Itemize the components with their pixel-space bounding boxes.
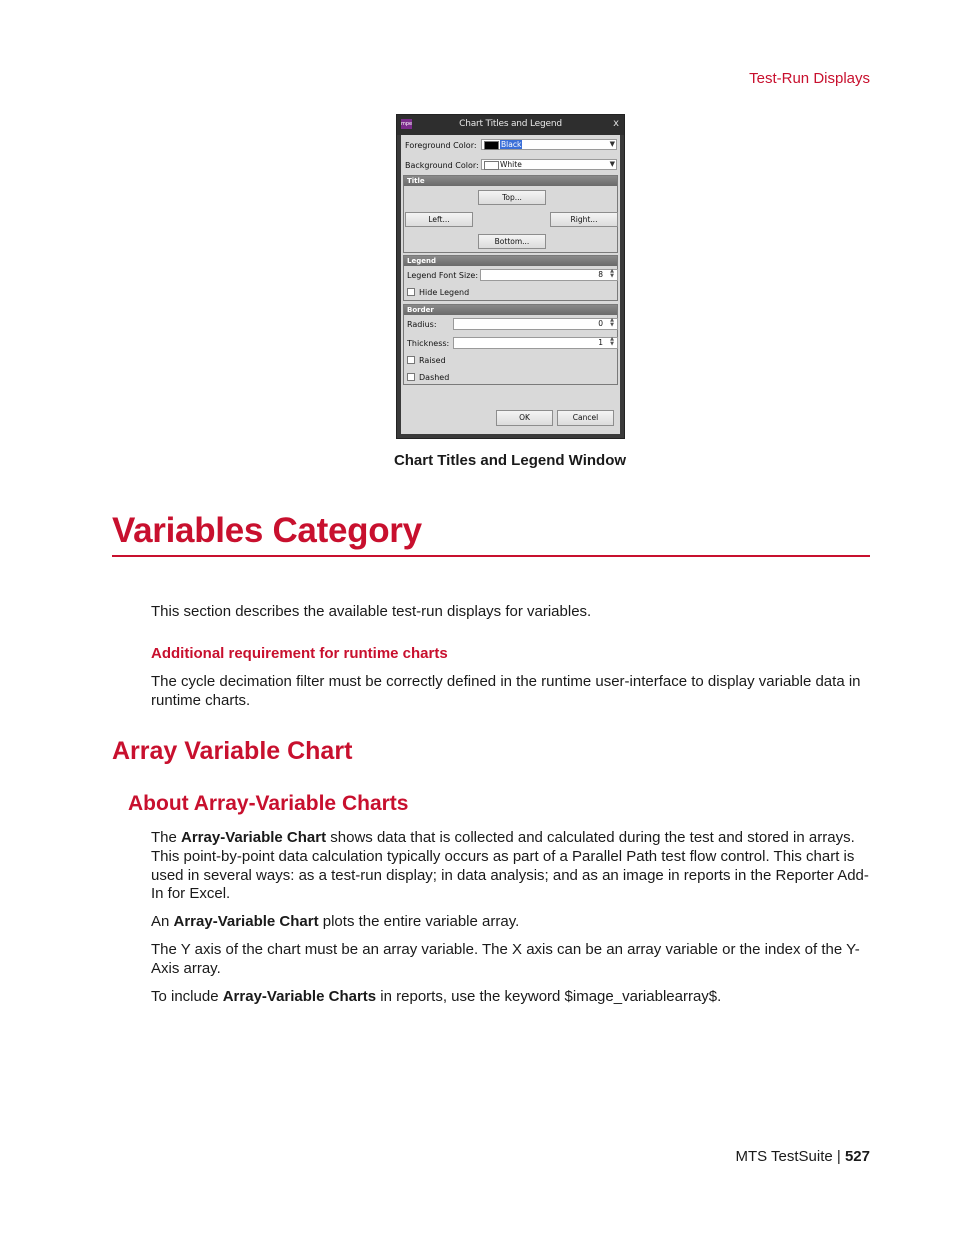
dialog-body [401, 135, 620, 434]
foreground-color-swatch [484, 141, 499, 150]
bold-term: Array-Variable Chart [173, 913, 319, 930]
array-chart-paragraph-2 [151, 913, 871, 932]
page-footer [735, 1148, 870, 1165]
legend-group [403, 255, 618, 301]
stepper-arrows-icon[interactable]: ▲ ▼ [610, 268, 614, 279]
radius-stepper[interactable] [453, 318, 618, 330]
background-color-swatch [484, 161, 499, 170]
section-heading: Variables Category [112, 511, 422, 550]
about-array-charts-heading: About Array-Variable Charts [128, 792, 409, 815]
requirement-subheading: Additional requirement for runtime charts [151, 645, 448, 662]
background-color-label: Background Color: [405, 161, 479, 170]
array-chart-paragraph-3: The Y axis of the chart must be an array variable. The X axis can be an array variable or the index of the Y-Axis array. [151, 941, 860, 977]
legend-group-header: Legend [404, 256, 617, 266]
heading-rule [112, 555, 870, 557]
radius-label: Radius: [407, 320, 437, 329]
array-chart-heading: Array Variable Chart [112, 737, 353, 765]
dialog-title: Chart Titles and Legend [459, 119, 562, 129]
raised-checkbox[interactable] [407, 356, 415, 364]
intro-paragraph: This section describes the available test-run displays for variables. [151, 603, 592, 620]
thickness-stepper[interactable] [453, 337, 618, 349]
dialog-titlebar [397, 115, 624, 135]
hide-legend-checkbox[interactable] [407, 288, 415, 296]
ok-button[interactable]: OK [496, 410, 553, 426]
text-run: An [151, 913, 174, 930]
figure-caption: Chart Titles and Legend Window [393, 452, 627, 469]
title-group-header: Title [404, 176, 617, 186]
legend-font-size-value: 8 [598, 270, 603, 279]
right-button[interactable]: Right... [550, 212, 618, 227]
dashed-checkbox[interactable] [407, 373, 415, 381]
legend-font-size-label: Legend Font Size: [407, 271, 479, 280]
array-chart-paragraph-4 [151, 988, 871, 1007]
thickness-label: Thickness: [407, 339, 450, 348]
foreground-color-value: Black [501, 140, 522, 149]
footer-product: MTS TestSuite | [735, 1148, 845, 1165]
foreground-color-combo[interactable] [481, 139, 617, 150]
array-chart-paragraph-1 [151, 829, 871, 904]
chart-titles-legend-dialog [396, 114, 625, 439]
chevron-down-icon[interactable]: ▼ [609, 160, 615, 168]
radius-value: 0 [598, 319, 603, 328]
hide-legend-label: Hide Legend [419, 288, 470, 297]
close-icon[interactable]: x [613, 118, 619, 129]
raised-label: Raised [419, 356, 446, 365]
page-number: 527 [844, 1148, 870, 1165]
thickness-value: 1 [598, 338, 603, 347]
chevron-down-icon[interactable]: ▼ [609, 140, 615, 148]
app-icon: mpe [401, 121, 413, 127]
top-button[interactable]: Top... [478, 190, 546, 205]
foreground-color-label: Foreground Color: [405, 141, 477, 150]
text-run: shows data that is collected and calculated during the test and stored in arrays. This point-by-point data calculation typically occurs as part of a Parallel Path test flow control. This chart is used in several ways: as a test-run display; in data analysis; and as an image in reports in the Reporter Add-In for Excel. [151, 829, 869, 903]
running-header: Test-Run Displays [749, 70, 870, 87]
cancel-button[interactable]: Cancel [557, 410, 614, 426]
dashed-label: Dashed [419, 373, 450, 382]
requirement-paragraph: The cycle decimation filter must be correctly defined in the runtime user-interface to display variable data in runtime charts. [151, 673, 861, 709]
bottom-button[interactable]: Bottom... [478, 234, 546, 249]
background-color-combo[interactable] [481, 159, 617, 170]
legend-font-size-stepper[interactable] [480, 269, 618, 281]
stepper-arrows-icon[interactable]: ▲ ▼ [610, 317, 614, 328]
bold-term: Array-Variable Charts [222, 988, 377, 1005]
title-group [403, 175, 618, 253]
background-color-value: White [500, 160, 522, 169]
left-button[interactable]: Left... [405, 212, 473, 227]
text-run: plots the entire variable array. [318, 913, 520, 930]
text-run: in reports, use the keyword $image_variablearray$. [376, 988, 722, 1005]
border-group [403, 304, 618, 385]
stepper-arrows-icon[interactable]: ▲ ▼ [610, 336, 614, 347]
text-run: The [151, 829, 182, 846]
border-group-header: Border [404, 305, 617, 315]
text-run: To include [151, 988, 223, 1005]
bold-term: Array-Variable Chart [181, 829, 327, 846]
